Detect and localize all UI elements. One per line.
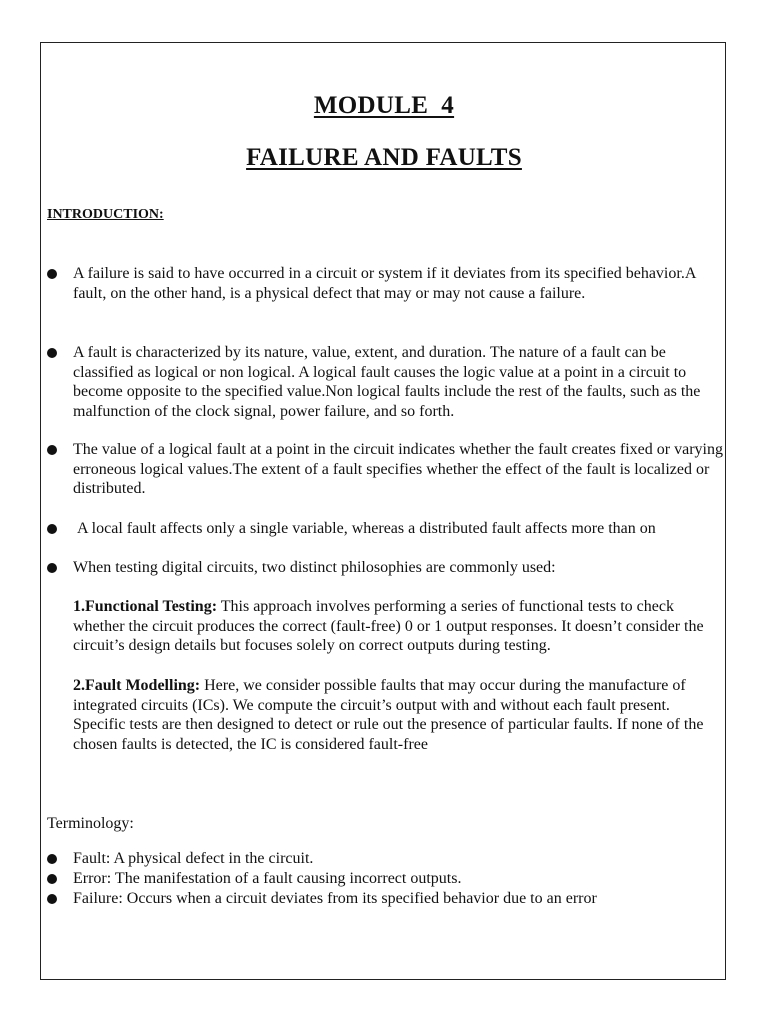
bullet-text: A local fault affects only a single variable, whereas a distributed fault affects more than on bbox=[73, 520, 656, 537]
terminology-text: Fault: A physical defect in the circuit. bbox=[73, 850, 314, 867]
bullet-dot-icon bbox=[47, 269, 57, 279]
bullet-dot-icon bbox=[47, 348, 57, 358]
bullet-dot-icon bbox=[47, 894, 57, 904]
bullet-text: A failure is said to have occurred in a circuit or system if it deviates from its specified behavior.A fault, on the other hand, is a physical defect that may or may not cause a failure. bbox=[73, 265, 696, 302]
bullet-text: When testing digital circuits, two distinct philosophies are commonly used: bbox=[73, 559, 556, 576]
page-border bbox=[40, 42, 726, 980]
terminology-text: Error: The manifestation of a fault causing incorrect outputs. bbox=[73, 870, 462, 887]
module-title: MODULE 4 bbox=[313, 92, 455, 119]
terminology-heading: Terminology: bbox=[47, 815, 134, 832]
bullet-dot-icon bbox=[47, 563, 57, 573]
fault-modelling-text: Here, we consider possible faults that may occur during the manufacture of integrated circuits (ICs). We compute the circuit’s output with and without each fault present. Specific tests are then designed to detect or rule out the presence of particular faults. If none of the chosen faults is detected, the IC is considered fault-free bbox=[73, 677, 704, 753]
bullet-dot-icon bbox=[47, 445, 57, 455]
bullet-dot-icon bbox=[47, 524, 57, 534]
fault-modelling-paragraph bbox=[73, 676, 721, 754]
introduction-heading: INTRODUCTION: bbox=[47, 207, 164, 222]
bullet-dot-icon bbox=[47, 854, 57, 864]
terminology-text: Failure: Occurs when a circuit deviates from its specified behavior due to an error bbox=[73, 890, 597, 907]
functional-testing-paragraph bbox=[73, 597, 721, 656]
bullet-text: A fault is characterized by its nature, value, extent, and duration. The nature of a fault can be classified as logical or non logical. A logical fault causes the logic value at a point in a circuit to become opposite to the specified value.Non logical faults include the rest of the faults, such as the malfunction of the clock signal, power failure, and so forth. bbox=[73, 344, 701, 420]
fault-modelling-label: 2.Fault Modelling: bbox=[73, 677, 201, 694]
bullet-text: The value of a logical fault at a point in the circuit indicates whether the fault creates fixed or varying erroneous logical values.The extent of a fault specifies whether the effect of the fault is localized or distributed. bbox=[73, 441, 723, 498]
functional-testing-text: This approach involves performing a series of functional tests to check whether the circuit produces the correct (fault-free) 0 or 1 output responses. It doesn’t consider the circuit’s design details but focuses solely on correct outputs during testing. bbox=[73, 598, 704, 655]
document-title: FAILURE AND FAULTS bbox=[246, 144, 522, 171]
bullet-dot-icon bbox=[47, 874, 57, 884]
functional-testing-label: 1.Functional Testing: bbox=[73, 598, 218, 615]
